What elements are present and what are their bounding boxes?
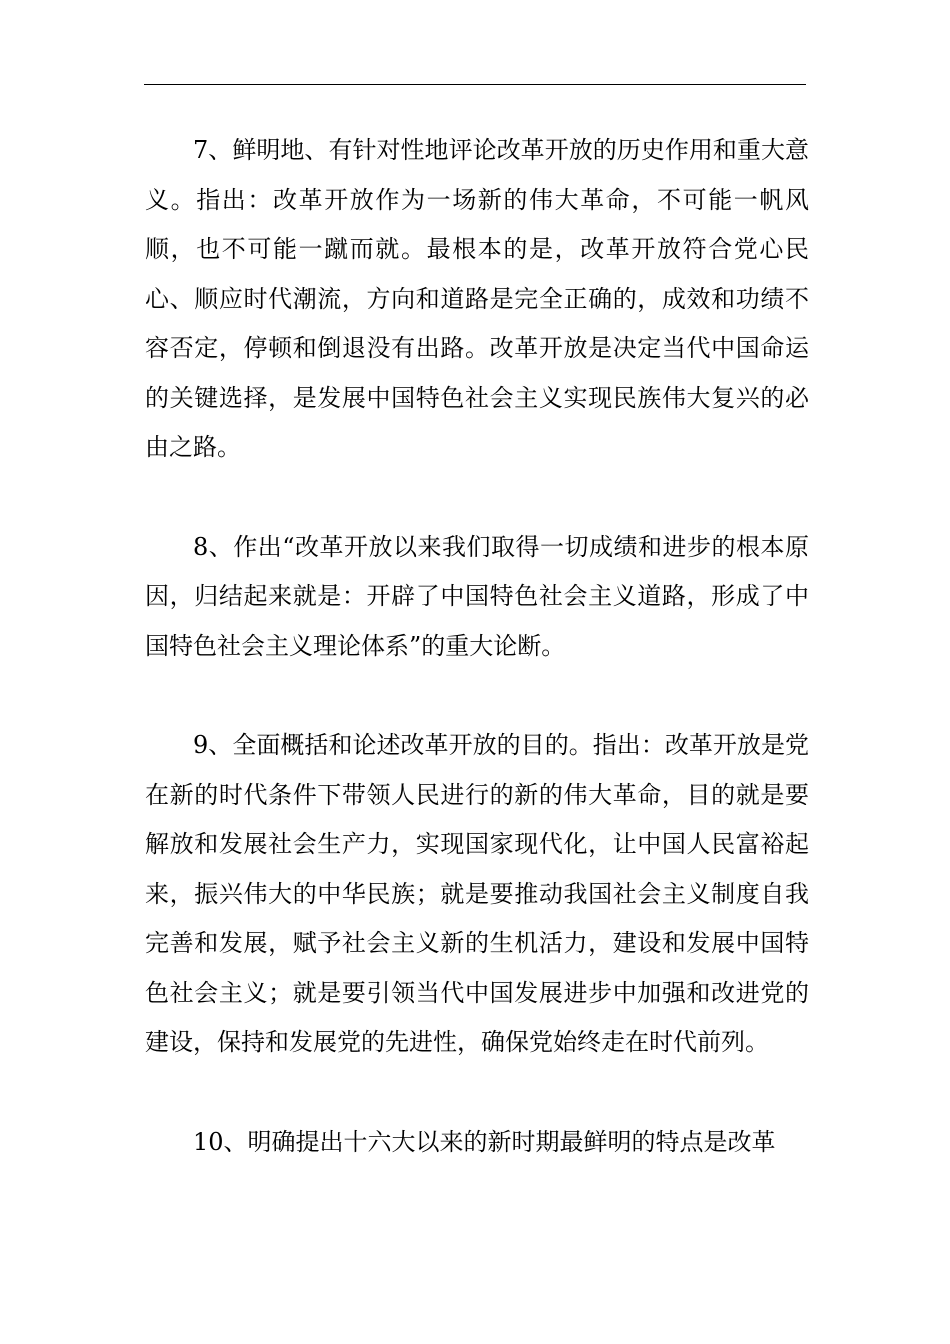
paragraph-8: 8、作出“改革开放以来我们取得一切成绩和进步的根本原因，归结起来就是：开辟了中国特色社会主义道路，形成了中国特色社会主义理论体系”的重大论断。 (145, 532, 809, 660)
document-body (145, 126, 809, 1167)
header-rule (144, 84, 806, 85)
paragraph-9: 9、全面概括和论述改革开放的目的。指出：改革开放是党在新的时代条件下带领人民进行的新的伟大革命，目的就是要解放和发展社会生产力，实现国家现代化，让中国人民富裕起来，振兴伟大的中华民族；就是要推动我国社会主义制度自我完善和发展，赋予社会主义新的生机活力，建设和发展中国特色社会主义；就是要引领当代中国发展进步中加强和改进党的建设，保持和发展党的先进性，确保党始终走在时代前列。 (145, 731, 809, 1056)
paragraph-7: 7、鲜明地、有针对性地评论改革开放的历史作用和重大意义。指出：改革开放作为一场新的伟大革命，不可能一帆风顺，也不可能一蹴而就。最根本的是，改革开放符合党心民心、顺应时代潮流，方向和道路是完全正确的，成效和功绩不容否定，停顿和倒退没有出路。改革开放是决定当代中国命运的关键选择，是发展中国特色社会主义实现民族伟大复兴的必由之路。 (145, 136, 809, 461)
paragraph-10: 10、明确提出十六大以来的新时期最鲜明的特点是改革 (193, 1127, 776, 1156)
